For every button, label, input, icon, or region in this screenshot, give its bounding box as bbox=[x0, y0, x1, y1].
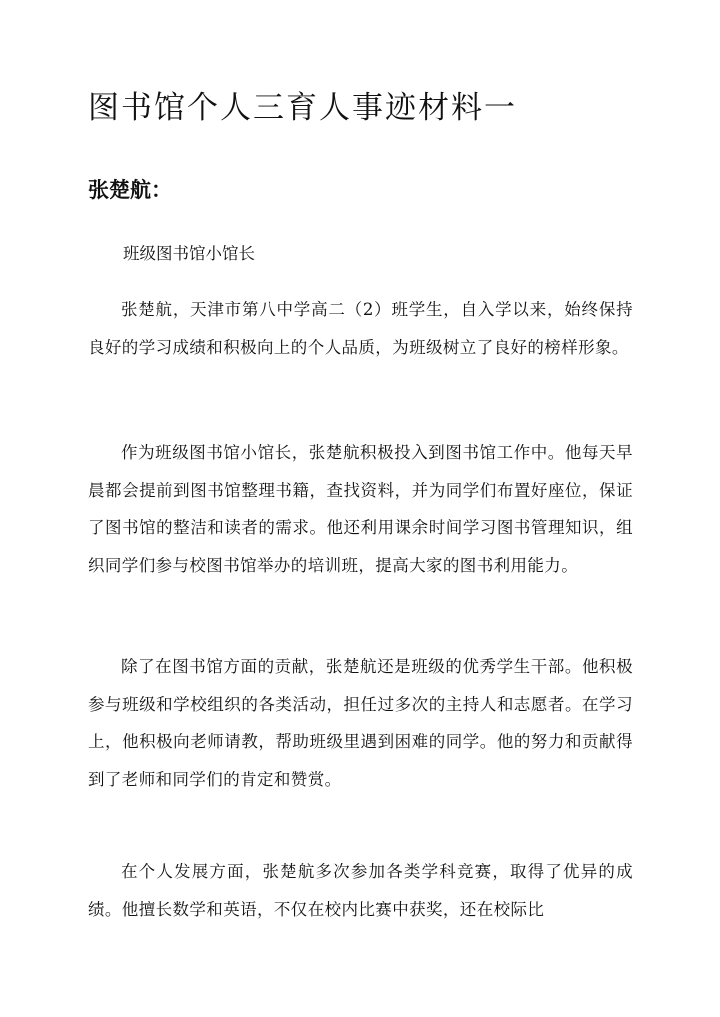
document-title: 图书馆个人三育人事迹材料一 bbox=[88, 90, 517, 126]
paragraph-3: 除了在图书馆方面的贡献，张楚航还是班级的优秀学生干部。他积极参与班级和学校组织的各类活动，担任过多次的主持人和志愿者。在学习上，他积极向老师请教，帮助班级里遇到困难的同学。他的努力和贡献得到了老师和同学们的肯定和赞赏。 bbox=[88, 657, 633, 789]
paragraph-2: 作为班级图书馆小馆长，张楚航积极投入到图书馆工作中。他每天早晨都会提前到图书馆整理书籍，查找资料，并为同学们布置好座位，保证了图书馆的整洁和读者的需求。他还利用课余时间学习图书管理知识，组织同学们参与校图书馆举办的培训班，提高大家的图书利用能力。 bbox=[88, 443, 633, 575]
paragraph-1: 张楚航，天津市第八中学高二（2）班学生，自入学以来，始终保持良好的学习成绩和积极向上的个人品质，为班级树立了良好的榜样形象。 bbox=[88, 300, 633, 357]
subtitle: 班级图书馆小馆长 bbox=[123, 244, 255, 263]
paragraph-4: 在个人发展方面，张楚航多次参加各类学科竞赛，取得了优异的成绩。他擅长数学和英语，不仅在校内比赛中获奖，还在校际比 bbox=[88, 862, 633, 919]
name-heading: 张楚航： bbox=[88, 177, 172, 202]
